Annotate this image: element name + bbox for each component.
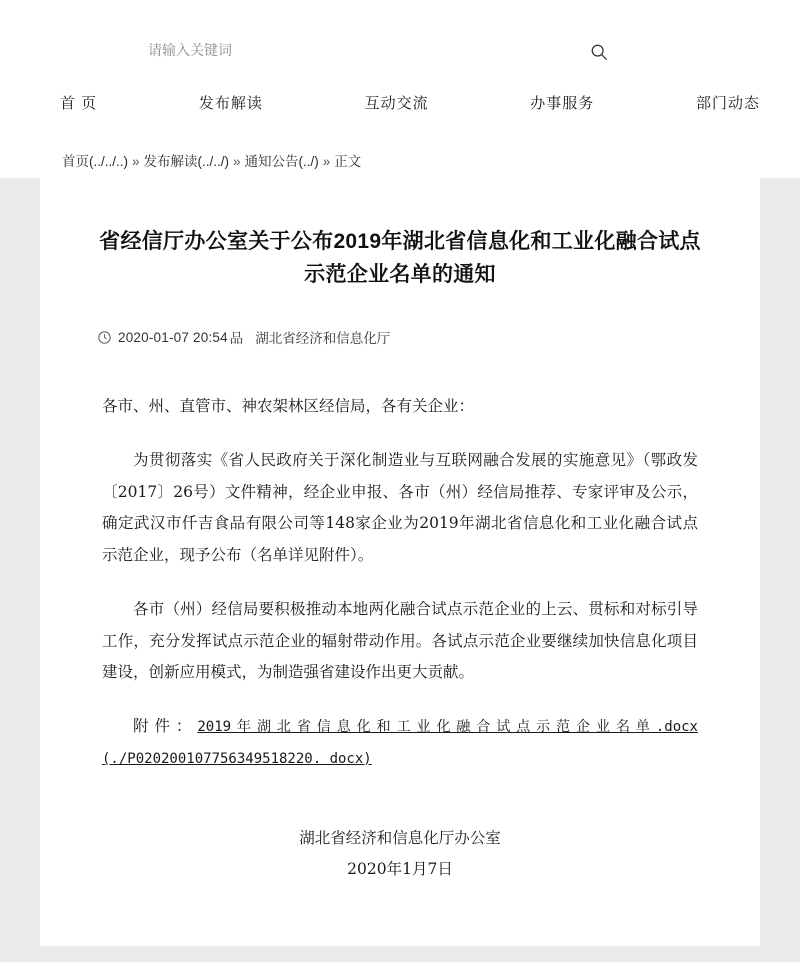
breadcrumb-separator: » — [233, 154, 241, 169]
breadcrumb-item-publish[interactable]: 发布解读 — [143, 154, 198, 169]
breadcrumb-separator: » — [322, 154, 331, 169]
publish-date: 2020-01-07 20:54 — [118, 329, 228, 345]
breadcrumb-separator: » — [132, 154, 140, 169]
attachment-link[interactable]: 2019年湖北省信息化和工业化融合试点示范企业名单.docx (./P020200107756349518220. docx) — [102, 719, 698, 767]
page-title: 省经信厅办公室关于公布2019年湖北省信息化和工业化融合试点示范企业名单的通知 — [99, 230, 701, 286]
attachment-label: 附件： — [133, 717, 198, 736]
breadcrumb-item-notices-href: (../) — [298, 154, 319, 169]
article-paragraph: 各市（州）经信局要积极推动本地两化融合试点示范企业的上云、贯标和对标引导工作，充分发挥试点示范企业的辐射带动作用。各试点示范企业要继续加快信息化项目建设，创新应用模式，为制造强省建设作出更大贡献。 — [102, 599, 698, 682]
article-paragraph: 各市、州、直管市、神农架林区经信局，各有关企业： — [102, 397, 475, 416]
meta-separator: 品 — [229, 331, 244, 347]
search-bar — [148, 42, 608, 72]
nav-item-home[interactable]: 首 页 — [60, 95, 98, 112]
signature-date: 2020年1月7日 — [347, 859, 453, 878]
breadcrumb — [62, 150, 361, 170]
breadcrumb-item-current: 正文 — [334, 154, 362, 169]
signature-org: 湖北省经济和信息化厅办公室 — [299, 828, 501, 847]
clock-icon — [98, 331, 111, 344]
publish-source: 湖北省经济和信息化厅 — [255, 331, 391, 347]
article-meta — [40, 327, 760, 347]
main-nav — [60, 92, 760, 113]
article-paragraph: 为贯彻落实《省人民政府关于深化制造业与互联网融合发展的实施意见》（鄂政发〔2017〕26号）文件精神，经企业申报、各市（州）经信局推荐、专家评审及公示，确定武汉市仟吉食品有限公司等148家企业为2019年湖北省信息化和工业化融合试点示范企业，现予公布（名单详见附件）。 — [102, 450, 698, 565]
nav-item-interaction[interactable]: 互动交流 — [364, 95, 429, 112]
nav-item-services[interactable]: 办事服务 — [530, 95, 595, 112]
search-icon[interactable] — [590, 43, 608, 61]
breadcrumb-item-home-href: (../../..) — [89, 154, 128, 169]
search-input[interactable] — [148, 42, 528, 58]
site-header — [0, 0, 800, 178]
attachment-row — [102, 711, 698, 775]
breadcrumb-item-notices[interactable]: 通知公告 — [244, 154, 299, 169]
article-signature — [102, 823, 698, 885]
article-body — [40, 391, 760, 885]
nav-item-department-news[interactable]: 部门动态 — [695, 95, 760, 112]
article-card — [40, 178, 760, 946]
breadcrumb-item-home[interactable]: 首页 — [62, 154, 89, 169]
nav-item-publish[interactable]: 发布解读 — [198, 95, 263, 112]
breadcrumb-item-publish-href: (../../) — [197, 154, 230, 169]
